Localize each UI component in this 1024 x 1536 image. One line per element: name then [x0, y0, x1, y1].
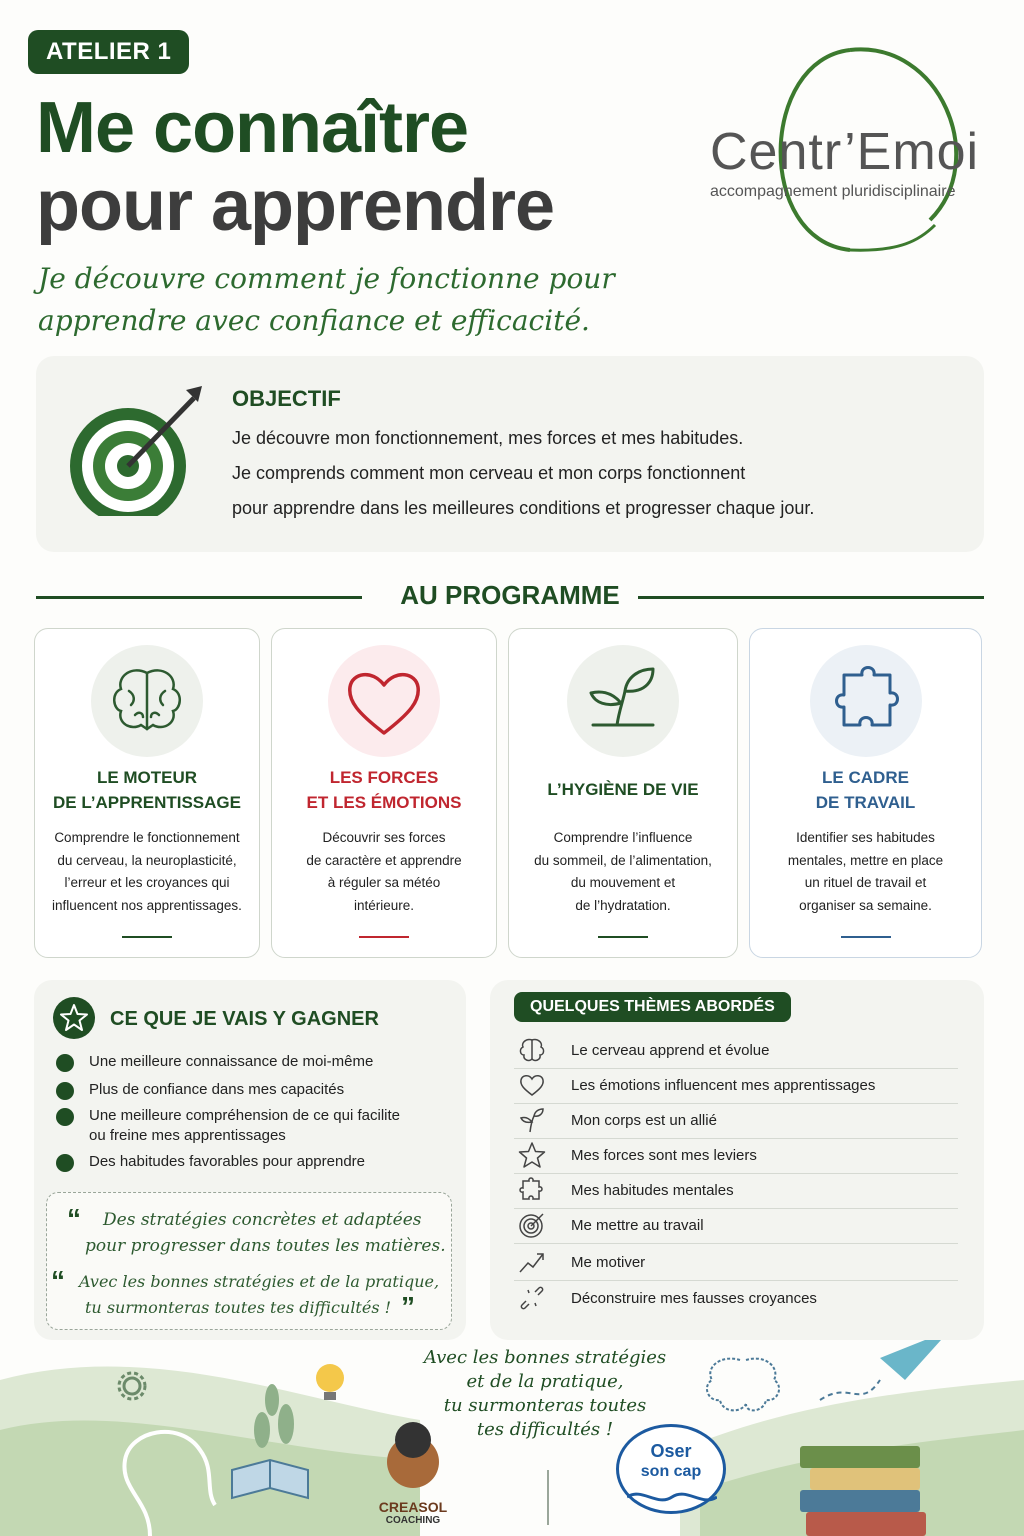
- gain-text: Une meilleure compréhension de ce qui facilite: [89, 1107, 401, 1124]
- card-desc-line: Comprendre le fonctionnement: [54, 830, 240, 845]
- card-desc-line: mentales, mettre en place: [787, 852, 944, 868]
- trend-up-icon: [518, 1248, 546, 1276]
- oser-son-cap-logo: [616, 1424, 726, 1514]
- wave-icon: [627, 1485, 717, 1507]
- quote-2-line-1: Avec les bonnes stratégies et de la pratique,: [79, 1272, 440, 1291]
- footer-quote: [420, 1346, 670, 1442]
- card-description: [280, 827, 488, 917]
- gains-title: CE QUE JE VAIS Y GAGNER: [110, 1008, 379, 1030]
- sprout-icon: [518, 1106, 546, 1134]
- footer-quote-line: Avec les bonnes stratégies: [423, 1347, 667, 1368]
- star-icon: [518, 1141, 546, 1169]
- oser-line-1: Oser: [650, 1441, 692, 1461]
- card-desc-line: organiser sa semaine.: [799, 897, 932, 913]
- star-icon: [52, 996, 96, 1040]
- atelier-badge: ATELIER 1: [28, 30, 189, 74]
- books-stack-icon: [800, 1446, 926, 1536]
- card-desc-line: à réguler sa météo: [327, 875, 441, 890]
- card-description: [517, 827, 729, 917]
- quote-close-icon: ”: [401, 1291, 415, 1322]
- creasol-name: CREASOL: [378, 1499, 448, 1515]
- card-accent-bar: [841, 936, 891, 938]
- check-icon: [56, 1154, 74, 1172]
- logo-tagline: accompagnement pluridisciplinaire: [710, 183, 956, 200]
- gain-text: Plus de confiance dans mes capacités: [89, 1081, 345, 1098]
- theme-label: Me motiver: [571, 1254, 646, 1271]
- brain-icon: [518, 1036, 546, 1064]
- card-desc-line: l’erreur et les croyances qui: [64, 875, 230, 890]
- lightbulb-icon: [316, 1364, 344, 1400]
- quote-open-icon: “: [51, 1265, 65, 1296]
- programme-header: [36, 578, 984, 614]
- card-title-2: ET LES ÉMOTIONS: [306, 793, 462, 812]
- card-accent-bar: [122, 936, 172, 938]
- card-desc-line: influencent nos apprentissages.: [52, 897, 242, 913]
- sprout-icon: [567, 645, 679, 757]
- card-icon-bg: [91, 645, 203, 757]
- gain-text: Une meilleure connaissance de moi-même: [89, 1053, 374, 1070]
- card-icon-bg: [810, 645, 922, 757]
- broken-link-icon: [518, 1284, 546, 1312]
- gain-text: ou freine mes apprentissages: [89, 1127, 286, 1144]
- card-desc-line: intérieure.: [353, 897, 415, 913]
- check-icon: [56, 1082, 74, 1100]
- card-desc-line: du cerveau, la neuroplasticité,: [57, 852, 237, 868]
- title-line-2: pour apprendre: [36, 166, 555, 246]
- theme-label: Déconstruire mes fausses croyances: [571, 1290, 817, 1307]
- program-card-emotions: [271, 628, 497, 958]
- themes-title: QUELQUES THÈMES ABORDÉS: [514, 992, 791, 1022]
- programme-title: AU PROGRAMME: [400, 580, 620, 610]
- subtitle-line-2: apprendre avec confiance et efficacité.: [38, 304, 590, 337]
- objective-line-2: Je comprends comment mon cerveau et mon corps fonctionnent: [232, 463, 746, 483]
- card-accent-bar: [359, 936, 409, 938]
- footer-quote-line: tu surmonteras toutes: [443, 1395, 647, 1416]
- card-desc-line: Comprendre l’influence: [553, 830, 693, 845]
- card-desc-line: de l’hydratation.: [575, 897, 671, 913]
- creasol-sub: COACHING: [385, 1515, 441, 1526]
- objective-panel: [36, 356, 984, 552]
- quote-open-icon: “: [67, 1203, 81, 1234]
- target-icon: [66, 376, 206, 516]
- title-line-1: Me connaître: [36, 88, 469, 168]
- card-desc-line: du mouvement et: [570, 875, 676, 890]
- theme-row: [514, 1139, 958, 1174]
- puzzle-icon: [810, 645, 922, 757]
- theme-row: [514, 1282, 958, 1317]
- card-description: [758, 827, 973, 917]
- subtitle-line-1: Je découvre comment je fonctionne pour: [38, 262, 615, 295]
- objective-title: OBJECTIF: [232, 386, 341, 411]
- themes-panel: [490, 980, 984, 1340]
- program-card-framework: [749, 628, 982, 958]
- theme-label: Me mettre au travail: [571, 1217, 704, 1234]
- quote-1-line-1: Des stratégies concrètes et adaptées: [103, 1210, 422, 1230]
- quote-1-line-2: pour progresser dans toutes les matières.: [85, 1236, 446, 1256]
- card-desc-line: un rituel de travail et: [804, 875, 927, 890]
- card-icon-bg: [328, 645, 440, 757]
- heart-icon: [328, 645, 440, 757]
- theme-label: Mon corps est un allié: [571, 1112, 717, 1129]
- objective-line-1: Je découvre mon fonctionnement, mes forces et mes habitudes.: [232, 428, 744, 448]
- puzzle-icon: [518, 1176, 546, 1204]
- theme-row: [514, 1209, 958, 1244]
- target-icon: [518, 1211, 546, 1239]
- heart-icon: [518, 1071, 546, 1099]
- theme-label: Mes forces sont mes leviers: [571, 1147, 757, 1164]
- theme-label: Mes habitudes mentales: [571, 1182, 734, 1199]
- card-title-1: LE CADRE: [822, 768, 909, 787]
- card-icon-bg: [567, 645, 679, 757]
- logo-name: Centr’Emoi: [710, 123, 980, 181]
- theme-row: [514, 1174, 958, 1209]
- theme-row: [514, 1104, 958, 1139]
- brain-icon: [91, 645, 203, 757]
- theme-label: Les émotions influencent mes apprentissages: [571, 1077, 876, 1094]
- brain-icon: [707, 1359, 779, 1411]
- card-desc-line: du sommeil, de l’alimentation,: [534, 852, 712, 868]
- card-title-1: LES FORCES: [329, 768, 439, 787]
- quote-box: [46, 1192, 452, 1330]
- card-description: [43, 827, 251, 917]
- subtitle: [38, 258, 638, 342]
- footer-quote-line: tes difficultés !: [476, 1419, 614, 1440]
- card-accent-bar: [598, 936, 648, 938]
- theme-row: [514, 1034, 958, 1069]
- check-icon: [56, 1108, 74, 1126]
- centremoi-logo: [700, 40, 1000, 260]
- theme-row: [514, 1069, 958, 1104]
- theme-row: [514, 1246, 958, 1281]
- check-icon: [56, 1054, 74, 1072]
- footer-quote-line: et de la pratique,: [466, 1371, 624, 1392]
- program-card-hygiene: [508, 628, 738, 958]
- card-title-1: L’HYGIÈNE DE VIE: [547, 780, 699, 799]
- card-desc-line: Identifier ses habitudes: [796, 830, 935, 845]
- theme-label: Le cerveau apprend et évolue: [571, 1042, 770, 1059]
- oser-line-2: son cap: [640, 1463, 702, 1480]
- card-title-2: DE TRAVAIL: [815, 793, 916, 812]
- card-title-1: LE MOTEUR: [96, 768, 198, 787]
- card-desc-line: de caractère et apprendre: [306, 852, 462, 868]
- objective-line-3: pour apprendre dans les meilleures conditions et progresser chaque jour.: [232, 498, 815, 518]
- creasol-logo: [378, 1500, 448, 1528]
- gain-text: Des habitudes favorables pour apprendre: [89, 1153, 366, 1170]
- card-title-2: DE L’APPRENTISSAGE: [53, 793, 241, 812]
- gains-panel: [34, 980, 466, 1340]
- program-card-brain: [34, 628, 260, 958]
- card-desc-line: Découvrir ses forces: [322, 830, 446, 845]
- quote-2-line-2: tu surmonteras toutes tes difficultés !: [85, 1298, 392, 1317]
